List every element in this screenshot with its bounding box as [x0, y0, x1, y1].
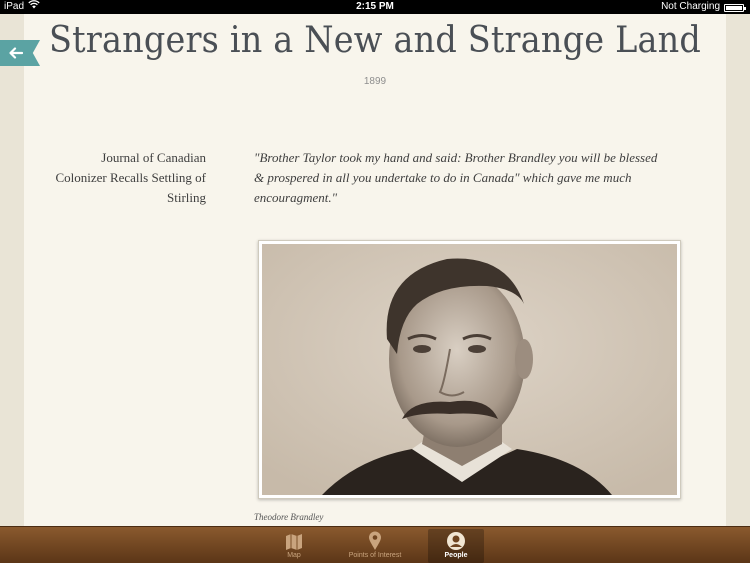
article-page [24, 14, 726, 526]
article-year: 1899 [363, 76, 387, 87]
portrait-image [262, 244, 677, 495]
tab-points-of-interest-label: Points of Interest [348, 552, 402, 559]
article-source: Journal of Canadian Colonizer Recalls Settling of Stirling [55, 150, 206, 205]
battery-status: Not Charging [661, 1, 720, 12]
pin-icon [340, 529, 410, 551]
tab-people-label: People [444, 552, 468, 559]
tab-people[interactable] [428, 529, 484, 563]
tab-bar [0, 526, 750, 563]
page-title: Strangers in a New and Strange Land [48, 20, 702, 61]
back-arrow-icon [9, 47, 23, 59]
map-icon [266, 529, 322, 551]
person-icon [428, 529, 484, 551]
battery-icon [724, 4, 744, 12]
tab-map[interactable] [266, 529, 322, 563]
device-name: iPad [4, 1, 25, 12]
tab-map-label: Map [287, 552, 301, 559]
clock: 2:15 PM [356, 1, 394, 12]
portrait-photo [258, 240, 681, 499]
tab-points-of-interest[interactable] [340, 529, 410, 563]
photo-caption: Theodore Brandley [254, 512, 324, 522]
status-bar [0, 0, 750, 14]
article-quote: "Brother Taylor took my hand and said: Brother Brandley you will be blessed & prospered in all you undertake to do in Canada" which gave me much encouragment." [254, 150, 658, 205]
